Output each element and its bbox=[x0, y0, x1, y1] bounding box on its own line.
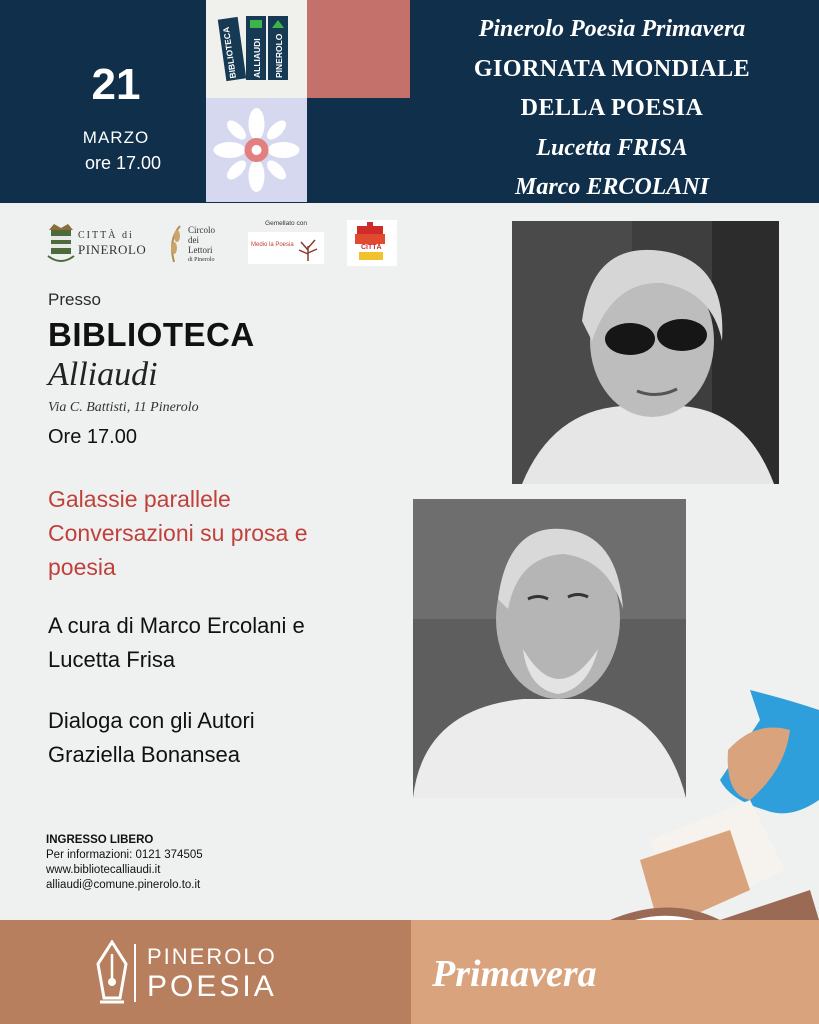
city-name: PINEROLO bbox=[78, 242, 147, 257]
leaf-icon bbox=[168, 224, 184, 264]
circolo-lettori-logo bbox=[168, 220, 228, 266]
venue-name-italic: Alliaudi bbox=[48, 356, 158, 393]
twinned-label: Gemellato con bbox=[265, 220, 307, 227]
circolo-line-3: Lettori bbox=[188, 245, 213, 255]
entry-free: INGRESSO LIBERO bbox=[46, 834, 154, 846]
header-title-3: DELLA POESIA bbox=[520, 95, 704, 121]
book-stack-icon bbox=[347, 220, 397, 266]
photo-lucetta-frisa bbox=[512, 221, 779, 484]
citta-logo bbox=[347, 220, 397, 266]
footer-season: Primavera bbox=[432, 953, 597, 995]
venue-name: BIBLIOTECA bbox=[48, 316, 255, 353]
info-email: alliaudi@comune.pinerolo.to.it bbox=[46, 879, 201, 891]
footer-divider bbox=[134, 944, 136, 1002]
event-title bbox=[48, 482, 408, 584]
info-block bbox=[46, 833, 203, 893]
tree-icon bbox=[295, 234, 321, 262]
header-title-2: GIORNATA MONDIALE bbox=[473, 56, 751, 82]
header-title-5: Marco ERCOLANI bbox=[514, 174, 710, 200]
rose-color-tile bbox=[307, 0, 410, 98]
info-phone: Per informazioni: 0121 374505 bbox=[46, 849, 203, 861]
footer-brand-line2: POESIA bbox=[147, 970, 277, 1003]
venue-address: Via C. Battisti, 11 Pinerolo bbox=[48, 400, 199, 415]
pen-nib-icon bbox=[92, 940, 132, 1006]
event-title-line: Galassie parallele bbox=[48, 486, 231, 512]
citta-label: CITTÀ bbox=[361, 244, 382, 251]
event-time: ore 17.00 bbox=[84, 153, 162, 173]
event-title-line: Conversazioni su prosa e bbox=[48, 520, 308, 546]
library-books-logo bbox=[206, 0, 307, 98]
event-curators bbox=[48, 609, 408, 677]
header-title-4: Lucetta FRISA bbox=[536, 135, 688, 161]
pinerolo-city-logo bbox=[46, 220, 156, 266]
books-label-1: BIBLIOTECA bbox=[220, 26, 238, 80]
event-dialog bbox=[48, 704, 408, 772]
dialog-line: Dialoga con gli Autori bbox=[48, 708, 255, 733]
hand-and-book-illustration bbox=[610, 690, 819, 950]
event-day: 21 bbox=[91, 60, 141, 109]
books-label-3: PINEROLO bbox=[274, 33, 284, 78]
circolo-line-4: di Pinerolo bbox=[188, 257, 215, 263]
curators-line: Lucetta Frisa bbox=[48, 647, 176, 672]
venue-presso: Presso bbox=[48, 290, 101, 309]
venue-time: Ore 17.00 bbox=[48, 426, 137, 448]
dialog-line: Graziella Bonansea bbox=[48, 742, 241, 767]
info-website: www.bibliotecalliaudi.it bbox=[46, 864, 161, 876]
twinned-name: Medio la Poesia bbox=[251, 242, 294, 248]
circolo-line-1: Circolo bbox=[188, 225, 215, 235]
circolo-line-2: dei bbox=[188, 235, 199, 245]
books-label-2: ALLIAUDI bbox=[252, 38, 262, 78]
city-prefix: CITTÀ di bbox=[78, 230, 134, 241]
header-title-1: Pinerolo Poesia Primavera bbox=[478, 16, 746, 42]
twinned-logo bbox=[246, 220, 326, 266]
event-title-line: poesia bbox=[48, 554, 116, 580]
flower-ornament-tile bbox=[206, 98, 307, 202]
footer-brand-line1: PINEROLO bbox=[147, 944, 277, 969]
curators-line: A cura di Marco Ercolani e bbox=[48, 613, 305, 638]
city-crest-icon bbox=[46, 222, 76, 266]
event-month: MARZO bbox=[82, 128, 150, 147]
